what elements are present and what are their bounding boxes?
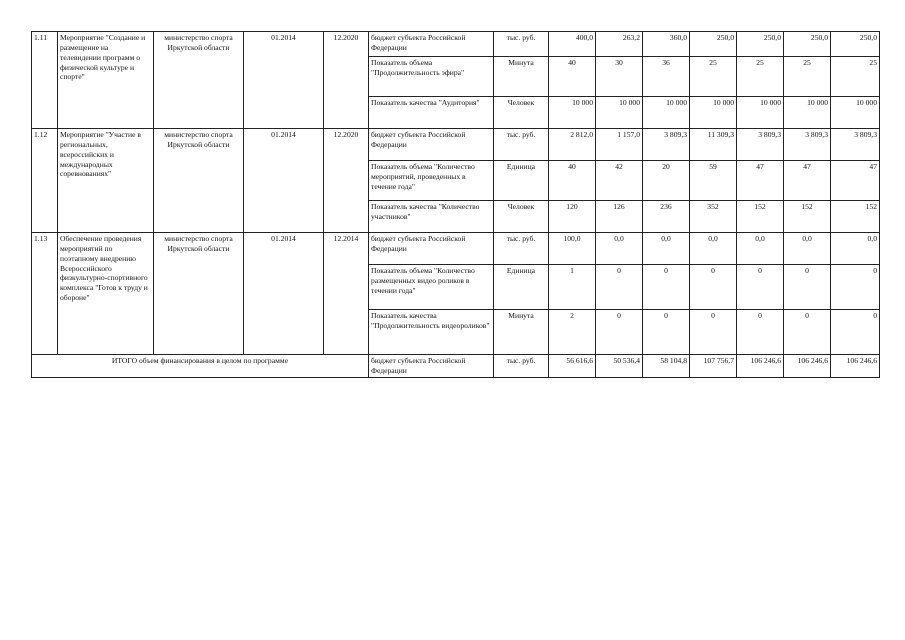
event-name: Мероприятие "Участие в региональных, всероссийских и международных соревнованиях": [58, 129, 154, 233]
indicator: бюджет субъекта Российской Федерации: [369, 129, 494, 161]
value-cell: 20: [643, 161, 690, 201]
event-name: Мероприятие "Создание и размещение на телевидении программ о физической культуре и спорте": [58, 32, 154, 129]
value-cell: 3 809,3: [831, 129, 880, 161]
value-cell: 0: [784, 265, 831, 310]
unit: Человек: [494, 201, 549, 233]
unit: Человек: [494, 97, 549, 129]
unit: тыс. руб.: [494, 129, 549, 161]
value-cell: 250,0: [784, 32, 831, 57]
row-number: 1.13: [32, 233, 58, 355]
total-value: 50 536,4: [596, 355, 643, 378]
value-cell: 263,2: [596, 32, 643, 57]
start-date: 01.2014: [244, 32, 324, 129]
value-cell: 152: [784, 201, 831, 233]
value-cell: 25: [737, 57, 784, 97]
value-cell: 10 000: [737, 97, 784, 129]
total-value: 107 756,7: [690, 355, 737, 378]
value-cell: 0: [831, 265, 880, 310]
financing-table: [31, 31, 880, 378]
value-cell: 2: [549, 310, 596, 355]
value-cell: 36: [643, 57, 690, 97]
value-cell: 25: [831, 57, 880, 97]
table-row: [32, 129, 880, 161]
executor: министерство спорта Иркутской области: [154, 32, 244, 129]
value-cell: 400,0: [549, 32, 596, 57]
value-cell: 42: [596, 161, 643, 201]
value-cell: 0: [596, 265, 643, 310]
value-cell: 10 000: [784, 97, 831, 129]
value-cell: 1 157,0: [596, 129, 643, 161]
value-cell: 0: [643, 310, 690, 355]
value-cell: 47: [784, 161, 831, 201]
value-cell: 47: [737, 161, 784, 201]
value-cell: 0: [737, 265, 784, 310]
total-value: 106 246,6: [784, 355, 831, 378]
value-cell: 250,0: [737, 32, 784, 57]
total-value: 106 246,6: [737, 355, 784, 378]
value-cell: 0,0: [784, 233, 831, 265]
value-cell: 0: [831, 310, 880, 355]
end-date: 12.2020: [324, 129, 369, 233]
value-cell: 10 000: [549, 97, 596, 129]
indicator: Показатель качества "Количество участников": [369, 201, 494, 233]
value-cell: 10 000: [831, 97, 880, 129]
value-cell: 10 000: [643, 97, 690, 129]
value-cell: 59: [690, 161, 737, 201]
value-cell: 152: [831, 201, 880, 233]
table-row: [32, 233, 880, 265]
value-cell: 11 309,3: [690, 129, 737, 161]
start-date: 01.2014: [244, 233, 324, 355]
value-cell: 126: [596, 201, 643, 233]
end-date: 12.2020: [324, 32, 369, 129]
value-cell: 3 809,3: [643, 129, 690, 161]
table-row: [32, 32, 880, 57]
total-label: ИТОГО объем финансирования в целом по программе: [32, 355, 369, 378]
total-value: 58 104,8: [643, 355, 690, 378]
value-cell: 0,0: [596, 233, 643, 265]
value-cell: 0,0: [643, 233, 690, 265]
indicator: бюджет субъекта Российской Федерации: [369, 32, 494, 57]
value-cell: 236: [643, 201, 690, 233]
value-cell: 0: [737, 310, 784, 355]
row-number: 1.11: [32, 32, 58, 129]
indicator: бюджет субъекта Российской Федерации: [369, 233, 494, 265]
executor: министерство спорта Иркутской области: [154, 233, 244, 355]
value-cell: 3 809,3: [737, 129, 784, 161]
value-cell: 0,0: [690, 233, 737, 265]
value-cell: 120: [549, 201, 596, 233]
value-cell: 152: [737, 201, 784, 233]
unit: тыс. руб.: [494, 32, 549, 57]
value-cell: 2 812,0: [549, 129, 596, 161]
executor: министерство спорта Иркутской области: [154, 129, 244, 233]
indicator: Показатель объема "Продолжительность эфира": [369, 57, 494, 97]
indicator: бюджет субъекта Российской Федерации: [369, 355, 494, 378]
value-cell: 250,0: [690, 32, 737, 57]
value-cell: 47: [831, 161, 880, 201]
value-cell: 0: [690, 310, 737, 355]
unit: Минута: [494, 57, 549, 97]
value-cell: 0: [690, 265, 737, 310]
value-cell: 10 000: [596, 97, 643, 129]
value-cell: 3 809,3: [784, 129, 831, 161]
unit: Единица: [494, 265, 549, 310]
value-cell: 40: [549, 57, 596, 97]
value-cell: 0: [643, 265, 690, 310]
indicator: Показатель объема "Количество мероприятий, проведенных в течение года": [369, 161, 494, 201]
value-cell: 352: [690, 201, 737, 233]
value-cell: 40: [549, 161, 596, 201]
end-date: 12.2014: [324, 233, 369, 355]
total-value: 56 616,6: [549, 355, 596, 378]
value-cell: 25: [784, 57, 831, 97]
unit: тыс. руб.: [494, 355, 549, 378]
value-cell: 30: [596, 57, 643, 97]
row-number: 1.12: [32, 129, 58, 233]
value-cell: 0,0: [737, 233, 784, 265]
value-cell: 1: [549, 265, 596, 310]
event-name: Обеспечение проведения мероприятий по поэтапному внедрению Всероссийского физкультурно-спортивного комплекса "Готов к труду и обороне": [58, 233, 154, 355]
value-cell: 100,0: [549, 233, 596, 265]
value-cell: 25: [690, 57, 737, 97]
unit: тыс. руб.: [494, 233, 549, 265]
total-value: 106 246,6: [831, 355, 880, 378]
value-cell: 0,0: [831, 233, 880, 265]
start-date: 01.2014: [244, 129, 324, 233]
total-row: [32, 355, 880, 378]
value-cell: 0: [784, 310, 831, 355]
unit: Минута: [494, 310, 549, 355]
indicator: Показатель объема "Количество размещенных видео роликов в течении года": [369, 265, 494, 310]
indicator: Показатель качества "Продолжительность видеороликов": [369, 310, 494, 355]
value-cell: 250,0: [831, 32, 880, 57]
unit: Единица: [494, 161, 549, 201]
value-cell: 360,0: [643, 32, 690, 57]
value-cell: 0: [596, 310, 643, 355]
indicator: Показатель качества "Аудитория": [369, 97, 494, 129]
value-cell: 10 000: [690, 97, 737, 129]
